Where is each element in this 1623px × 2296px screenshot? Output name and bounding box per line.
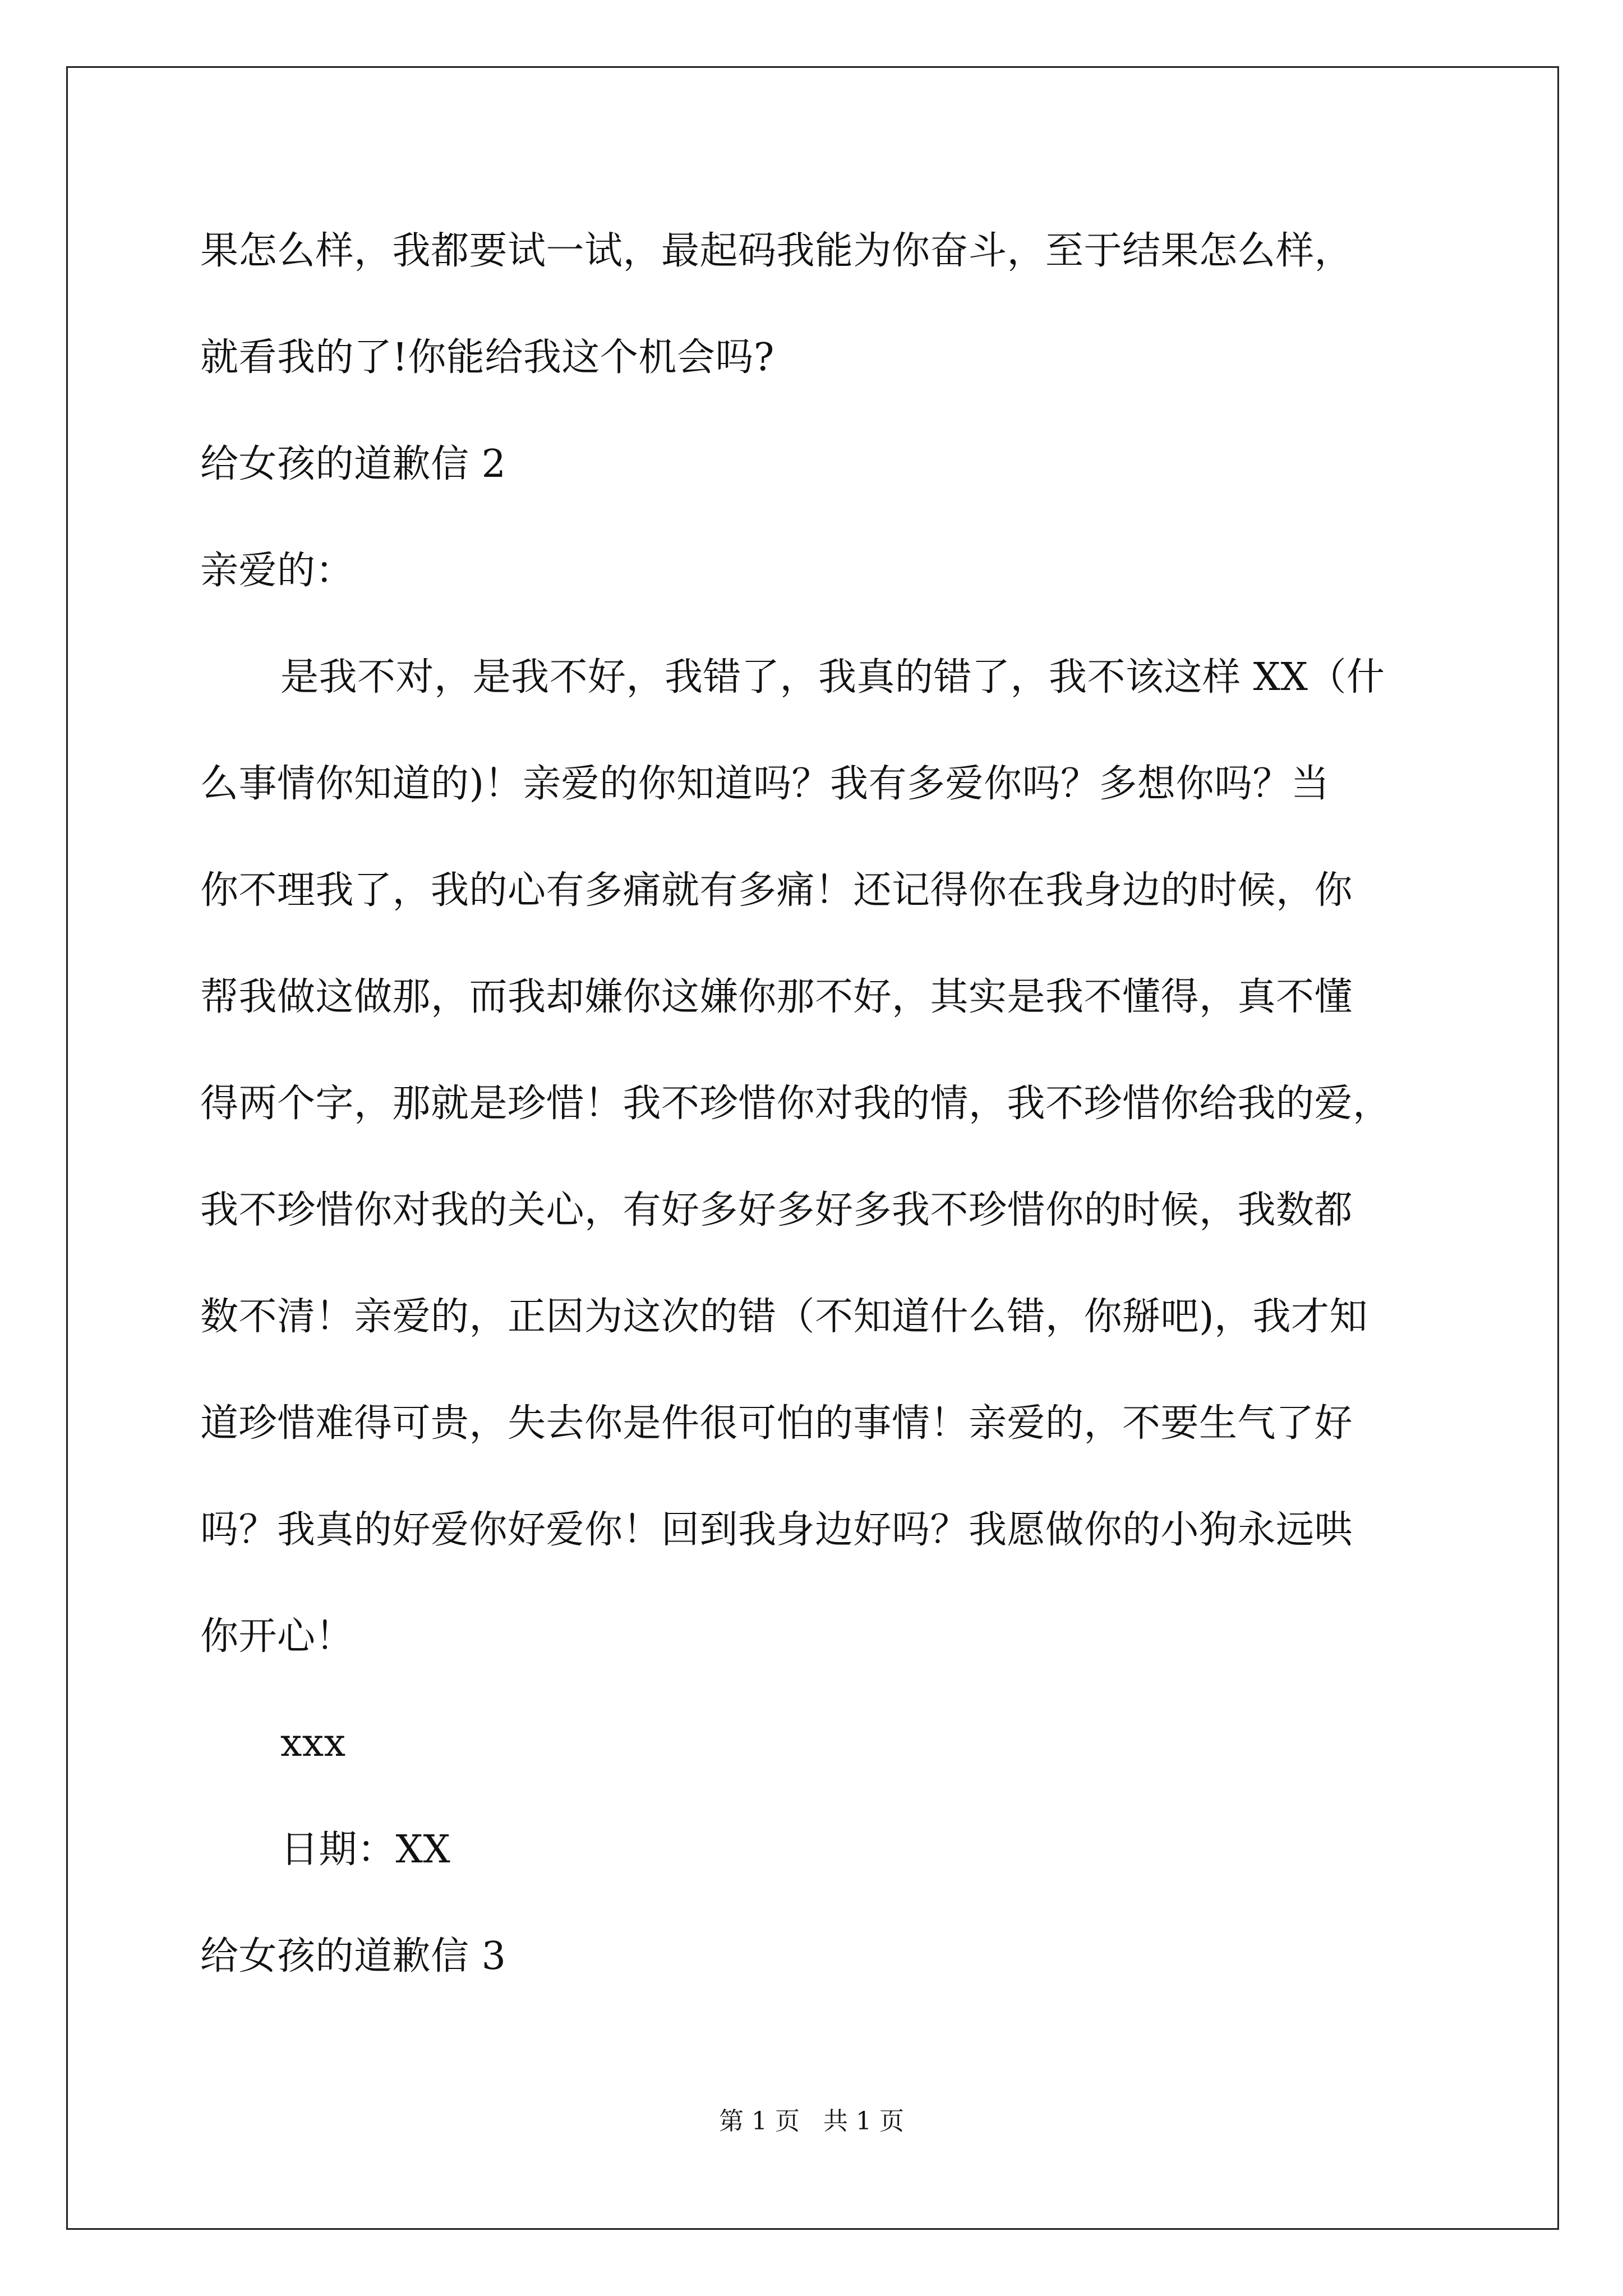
page-frame (66, 66, 1559, 2230)
body-line-6: 帮我做这做那，而我却嫌你这嫌你那不好，其实是我不懂得，真不懂 (200, 975, 1353, 1019)
body-line-3: 是我不对，是我不好，我错了，我真的错了，我不该这样 XX（什 (280, 655, 1385, 700)
body-line-4: 么事情你知道的)！亲爱的你知道吗？我有多爱你吗？多想你吗？当 (200, 762, 1330, 806)
page-footer: 第 1 页 共 1 页 (719, 2107, 904, 2136)
salutation: 亲爱的： (200, 549, 354, 593)
body-line-8: 我不珍惜你对我的关心，有好多好多好多我不珍惜你的时候，我数都 (200, 1188, 1353, 1232)
section-heading-3: 给女孩的道歉信 3 (200, 1934, 506, 1978)
body-line-7: 得两个字，那就是珍惜！我不珍惜你对我的情，我不珍惜你给我的爱， (200, 1082, 1391, 1126)
body-line-10: 道珍惜难得可贵，失去你是件很可怕的事情！亲爱的，不要生气了好 (200, 1401, 1353, 1446)
body-line-9: 数不清！亲爱的，正因为这次的错（不知道什么错，你掰吧)，我才知 (200, 1295, 1368, 1339)
body-line-12: 你开心！ (200, 1614, 354, 1659)
date-line: 日期：XX (280, 1828, 451, 1872)
body-line-2: 就看我的了!你能给我这个机会吗? (200, 335, 774, 380)
body-line-11: 吗？我真的好爱你好爱你！回到我身边好吗？我愿做你的小狗永远哄 (200, 1508, 1353, 1552)
body-line-1: 果怎么样，我都要试一试，最起码我能为你奋斗，至于结果怎么样， (200, 229, 1353, 273)
body-line-5: 你不理我了，我的心有多痛就有多痛！还记得你在我身边的时候，你 (200, 868, 1353, 913)
signature: xxx (280, 1721, 346, 1765)
section-heading-2: 给女孩的道歉信 2 (200, 442, 506, 486)
